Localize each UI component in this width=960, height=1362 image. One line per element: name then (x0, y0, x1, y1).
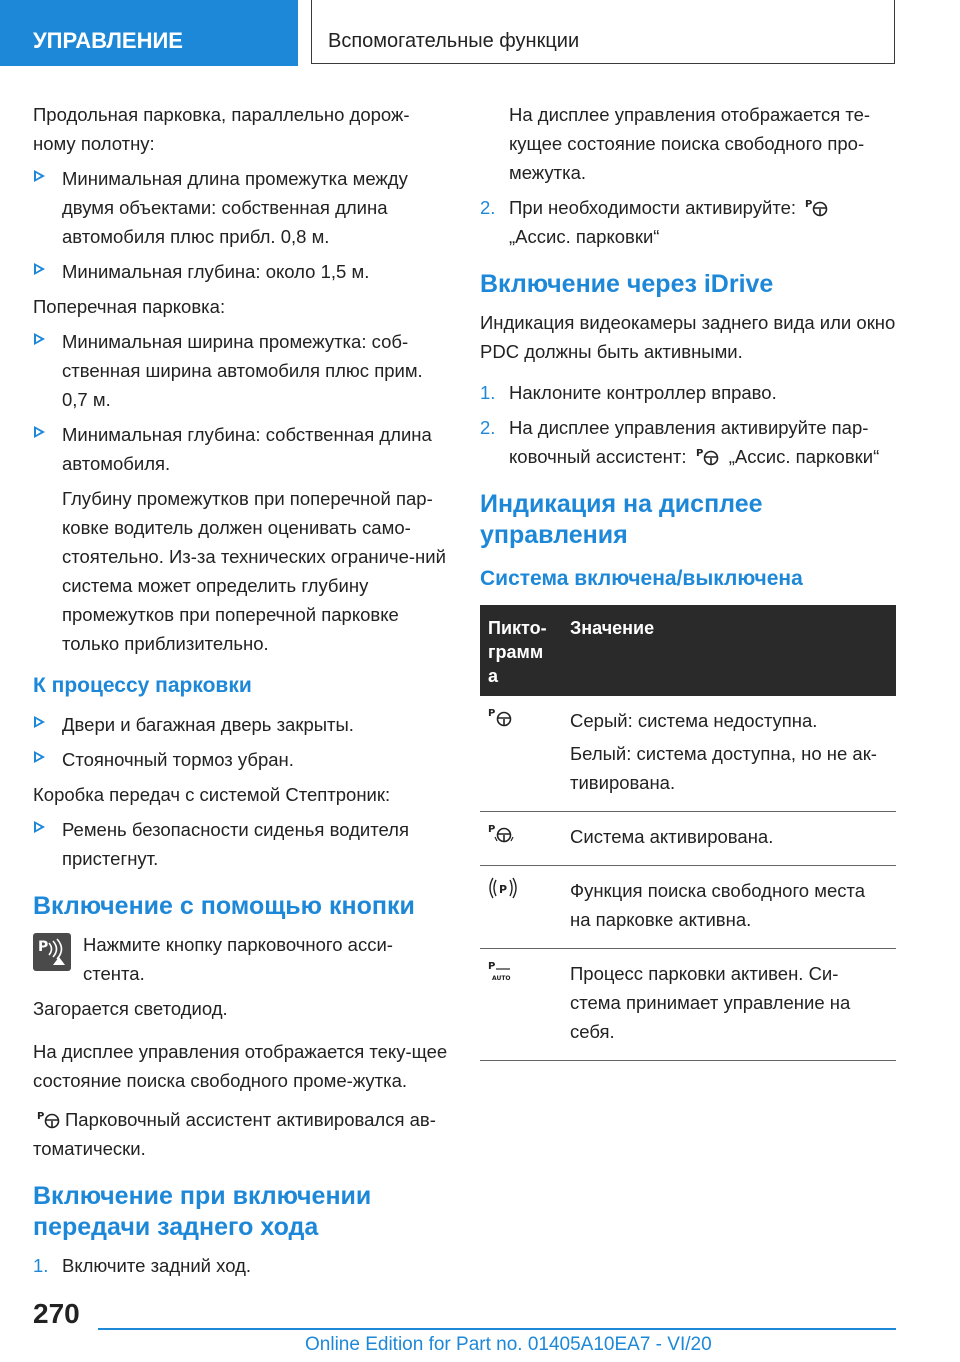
paragraph: Индикация видеокамеры заднего вида или окно PDC должны быть активными. (480, 312, 896, 362)
heading-button: Включение с помощью кнопки (33, 892, 415, 920)
parking-steering-icon (805, 197, 829, 217)
svg-text:P: P (805, 199, 813, 210)
pictogram-table (480, 605, 896, 1061)
parking-auto-icon (488, 959, 514, 983)
svg-text:AUTO: AUTO (492, 975, 511, 982)
step-item: 2. При необходимости активируйте: P „Ассис. парковки“ (480, 193, 896, 251)
paragraph: На дисплее управления отображается те-кущее состояние поиска свободного про-межутка. (509, 104, 871, 183)
table-header-row (480, 605, 896, 696)
bullet-triangle-icon (34, 426, 45, 438)
list-item: Минимальная глубина: около 1,5 м. (33, 257, 449, 286)
heading-to-parking: К процессу парковки (33, 674, 252, 697)
bullet-triangle-icon (34, 716, 45, 728)
list-item: Минимальная длина промежутка между двумя объектами: собственная длина автомобиля плюс прибл. 0,8 м. (33, 164, 449, 251)
list-item: Стояночный тормоз убран. (33, 745, 449, 774)
paragraph: Поперечная парковка: (33, 296, 226, 317)
right-column (480, 100, 896, 1061)
table-row: P Функция поиска свободного места на парковке активна. (480, 866, 896, 949)
column-header-symbol: Пикто-грамм а (480, 605, 562, 696)
heading-system: Система включена/выключена (480, 567, 803, 590)
left-column (33, 100, 449, 1286)
step-item: 1. Наклоните контроллер вправо. (480, 382, 777, 403)
list-item: Минимальная глубина: собственная длина автомобиля. (33, 420, 449, 478)
column-header-meaning: Значение (562, 605, 896, 696)
table-row: P Серый: система недоступна. Белый: система доступна, но не ак-тивирована. (480, 696, 896, 812)
svg-text:P: P (499, 883, 508, 896)
button-instruction: P Нажмите кнопку парковочного асси-стента. (33, 930, 449, 988)
parking-steering-active-icon (488, 822, 514, 844)
list-item: Ремень безопасности сиденья водителя пристегнут. (33, 815, 449, 873)
step-item: 1. Включите задний ход. (33, 1255, 252, 1276)
page-header (0, 0, 960, 66)
parking-steering-icon (488, 706, 514, 728)
svg-text:P: P (695, 448, 703, 459)
parking-steering-icon (696, 446, 720, 466)
parking-search-icon (488, 876, 518, 900)
svg-text:P: P (488, 708, 496, 719)
paragraph: На дисплее управления отображается теку-щее состояние поиска свободного проме-жутка. (33, 1041, 448, 1091)
heading-reverse: Включение при включении передачи заднего хода (33, 1182, 372, 1241)
paragraph: Загорается светодиод. (33, 998, 228, 1019)
footer-divider (98, 1328, 896, 1330)
bullet-triangle-icon (34, 263, 45, 275)
table-row: P Система активирована. (480, 812, 896, 866)
bullet-triangle-icon (34, 170, 45, 182)
list-item: Минимальная ширина промежутка: соб-ственная ширина автомобиля плюс прим. 0,7 м. (33, 327, 449, 414)
page-number: 270 (33, 1298, 80, 1329)
paragraph: P Парковочный ассистент активировался ав-томатически. (33, 1109, 436, 1159)
paragraph: Коробка передач с системой Стептроник: (33, 784, 391, 805)
table-row: P AUTO Процесс парковки активен. Си-стема принимает управление на себя. (480, 949, 896, 1061)
section-title: УПРАВЛЕНИЕ (0, 0, 298, 66)
footer-edition: Online Edition for Part no. 01405A10EA7 - VI/20 (305, 1334, 712, 1355)
bullet-triangle-icon (34, 333, 45, 345)
list-item: Двери и багажная дверь закрыты. (33, 710, 449, 739)
bullet-triangle-icon (34, 751, 45, 763)
paragraph: Продольная парковка, параллельно дорож-ному полотну: (33, 104, 410, 154)
note-paragraph: Глубину промежутков при поперечной пар-ковке водитель должен оценивать само-стоятельно. Из-за технических ограниче-ний система может определить глубину промежутков при поперечной парковке только приблизительно. (62, 488, 446, 654)
parking-steering-icon (37, 1109, 61, 1129)
parking-assistant-button-icon (33, 933, 71, 971)
svg-text:P: P (37, 1111, 45, 1122)
chapter-title: Вспомогательные функции (311, 0, 895, 64)
svg-text:P: P (38, 939, 49, 955)
heading-idrive: Включение через iDrive (480, 270, 774, 298)
svg-text:P: P (488, 824, 496, 835)
heading-display: Индикация на дисплее управления (480, 490, 763, 549)
step-item: 2. На дисплее управления активируйте пар-ковочный ассистент: P „Ассис. парковки“ (480, 417, 880, 467)
svg-text:P: P (488, 961, 496, 972)
bullet-triangle-icon (34, 821, 45, 833)
